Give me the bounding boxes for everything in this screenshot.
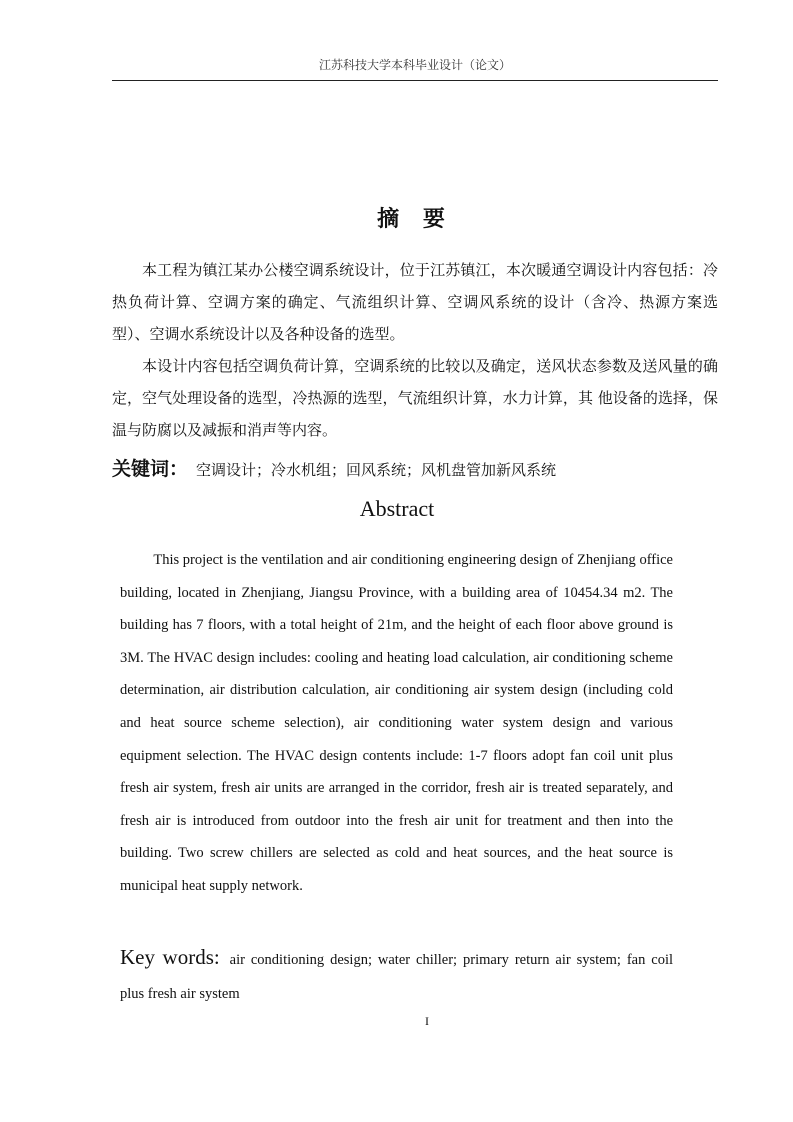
running-header: 江苏科技大学本科毕业设计（论文） [318,58,511,72]
cn-keywords [112,454,718,485]
en-abstract-body [120,544,673,903]
header-rule [112,80,718,81]
cn-keywords-text: 空调设计；冷水机组；回风系统；风机盘管加新风系统 [196,461,557,479]
en-keywords [120,940,673,1011]
page-number: I [425,1014,429,1028]
cn-abstract-paragraph-2: 本设计内容包括空调负荷计算，空调系统的比较以及确定，送风状态参数及送风量的确定，空气处理设备的选型，冷热源的选型，气流组织计算，水力计算，其 他设备的选择，保温与防腐以及减振和消声等内容。 [112,357,718,439]
en-keywords-text: air conditioning design; water chiller; primary return air system; fan coil plus fresh air system [120,952,674,1002]
cn-abstract-title: 摘 要 [377,206,453,232]
cn-keywords-label: 关键词： [112,458,189,480]
cn-abstract-body [112,254,718,446]
en-abstract-title: Abstract [359,496,435,521]
en-keywords-label: Key words: [120,945,220,969]
en-abstract-paragraph: This project is the ventilation and air conditioning engineering design of Zhenjiang office building, located in Zhenjiang, Jiangsu Province, with a building area of 10454.34 m2. The building has 7 floors, with a total height of 21m, and the height of each floor above ground is 3M. The HVAC design includes: cooling and heating load calculation, air conditioning scheme determination, air distribution calculation, air conditioning air system design (including cold and heat source scheme selection), air conditioning water system design and various equipment selection. The HVAC design contents include: 1-7 floors adopt fan coil unit plus fresh air system, fresh air units are arranged in the corridor, fresh air is treated separately, and fresh air is introduced from outdoor into the fresh air unit for treatment and then into the building. Two screw chillers are selected as cold and heat sources, and the heat source is municipal heat supply network. [120,552,673,894]
cn-abstract-paragraph-1: 本工程为镇江某办公楼空调系统设计，位于江苏镇江，本次暖通空调设计内容包括：冷热负荷计算、空调方案的确定、气流组织计算、空调风系统的设计（含冷、热源方案选型）、空调水系统设计以及各种设备的选型。 [112,261,718,343]
